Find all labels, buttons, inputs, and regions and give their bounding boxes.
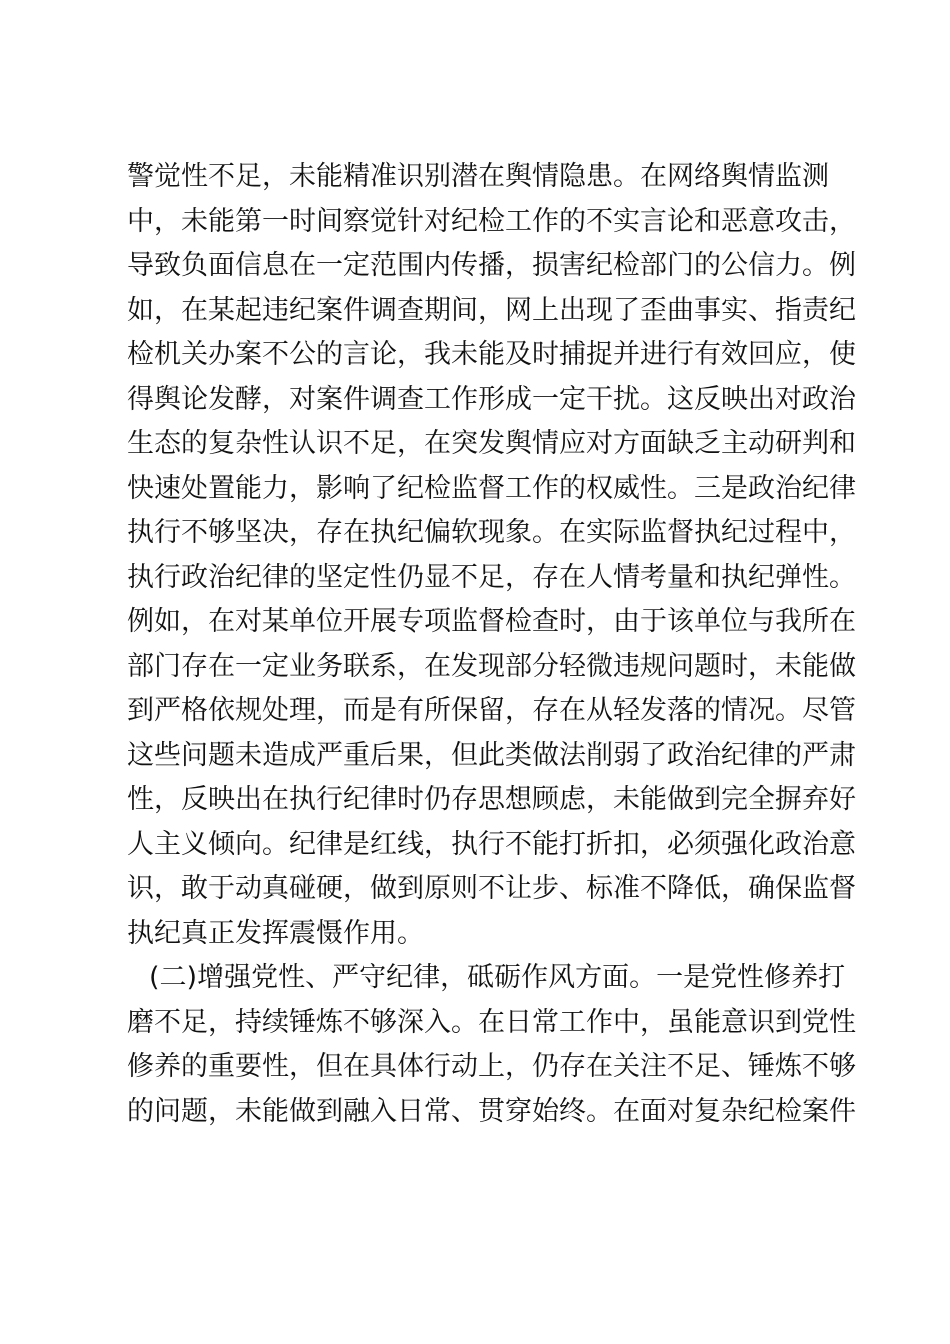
text-line: 到严格依规处理，而是有所保留，存在从轻发落的情况。尽管 bbox=[127, 695, 856, 726]
text-line: 部门存在一定业务联系，在发现部分轻微违规问题时，未能做 bbox=[127, 650, 856, 682]
text-line: 得舆论发酵，对案件调查工作形成一定干扰。这反映出对政治 bbox=[127, 383, 856, 415]
text-line: 这些问题未造成严重后果，但此类做法削弱了政治纪律的严肃 bbox=[127, 739, 856, 771]
text-line: 例如，在对某单位开展专项监督检查时，由于该单位与我所在 bbox=[127, 606, 856, 637]
text-line: 检机关办案不公的言论，我未能及时捕捉并进行有效回应，使 bbox=[127, 339, 856, 370]
paragraph-1 bbox=[127, 155, 856, 956]
text-line: 人主义倾向。纪律是红线，执行不能打折扣，必须强化政治意 bbox=[127, 828, 856, 860]
text-line: 中，未能第一时间察觉针对纪检工作的不实言论和恶意攻击， bbox=[127, 205, 856, 237]
text-line: 导致负面信息在一定范围内传播，损害纪检部门的公信力。例 bbox=[127, 250, 856, 281]
text-line: 性，反映出在执行纪律时仍存思想顾虑，未能做到完全摒弃好 bbox=[127, 784, 856, 815]
text-line: 警觉性不足，未能精准识别潜在舆情隐患。在网络舆情监测 bbox=[127, 161, 829, 192]
text-line: 的问题，未能做到融入日常、贯穿始终。在面对复杂纪检案件 bbox=[127, 1095, 856, 1127]
text-line: 执行不够坚决，存在执纪偏软现象。在实际监督执纪过程中， bbox=[127, 517, 856, 548]
text-line: 磨不足，持续锤炼不够深入。在日常工作中，虽能意识到党性 bbox=[127, 1006, 856, 1038]
text-line: (二)增强党性、严守纪律，砥砺作风方面。一是党性修养打 bbox=[149, 962, 846, 993]
text-line: 识，敢于动真碰硬，做到原则不让步、标准不降低，确保监督 bbox=[127, 873, 856, 904]
text-line: 执行政治纪律的坚定性仍显不足，存在人情考量和执纪弹性。 bbox=[127, 561, 856, 593]
text-line: 如，在某起违纪案件调查期间，网上出现了歪曲事实、指责纪 bbox=[127, 294, 856, 326]
document-body bbox=[127, 155, 856, 1134]
text-line: 快速处置能力，影响了纪检监督工作的权威性。三是政治纪律 bbox=[127, 472, 856, 504]
text-line: 修养的重要性，但在具体行动上，仍存在关注不足、锤炼不够 bbox=[127, 1051, 856, 1082]
text-line: 执纪真正发挥震慑作用。 bbox=[127, 917, 424, 949]
text-line: 生态的复杂性认识不足，在突发舆情应对方面缺乏主动研判和 bbox=[127, 428, 856, 459]
paragraph-2 bbox=[127, 956, 856, 1134]
